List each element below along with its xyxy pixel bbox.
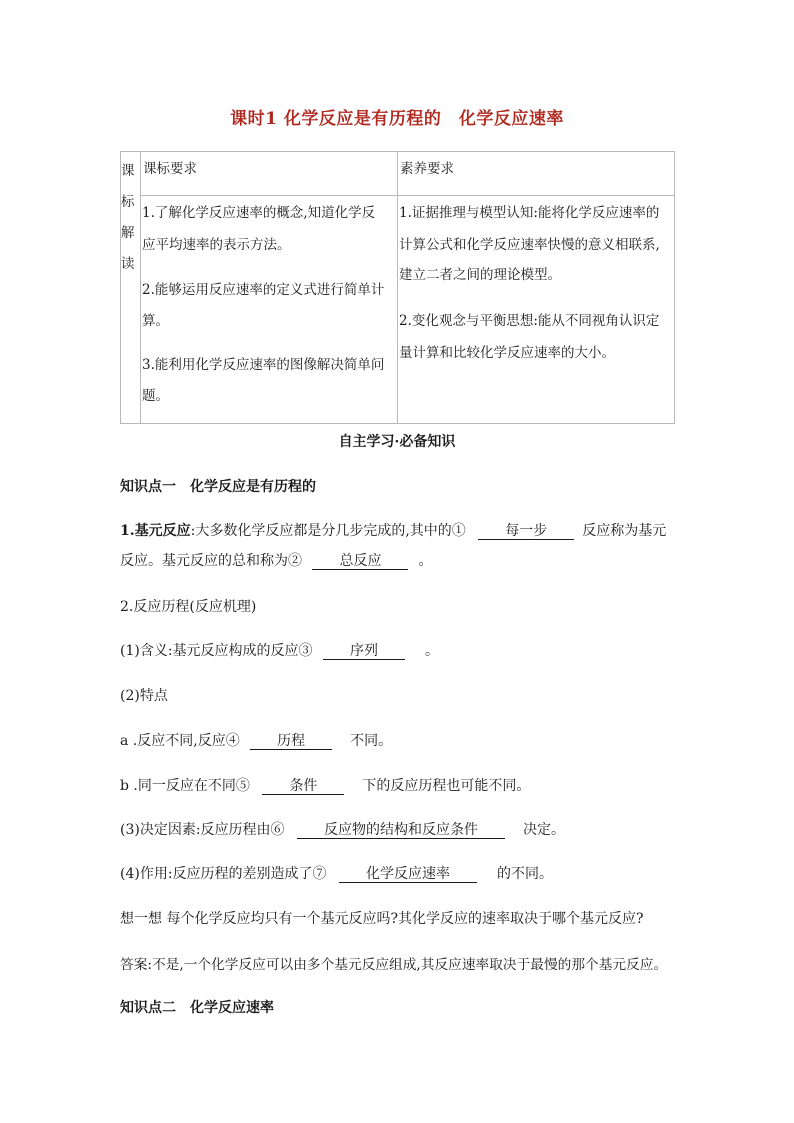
section-heading: 自主学习·必备知识 [338,434,456,450]
text: (3)决定因素:反应历程由⑥ [120,822,285,838]
fill-blank-answer: 历程 [250,733,332,750]
curriculum-item: 应平均速率的表示方法。 [142,237,291,253]
text: 的不同。 [497,866,554,882]
text: 。 [418,553,433,569]
literacy-item: 量计算和比较化学反应速率的大小。 [399,345,615,361]
paragraph-elementary-reaction [120,520,666,540]
paragraph-function [120,863,553,883]
col-header-curriculum: 课标要求 [143,161,197,177]
fill-blank-answer: 每一步 [478,523,574,540]
fill-blank-answer: 总反应 [312,553,408,570]
text: (1)含义:基元反应构成的反应③ [120,643,313,659]
think-question: 想一想 每个化学反应均只有一个基元反应吗?其化学反应的速率取决于哪个基元反应? [120,911,644,927]
paragraph-determining-factors [120,819,565,839]
literacy-item: 建立二者之间的理论模型。 [399,267,561,283]
text: 反应称为基元 [582,523,667,539]
curriculum-item: 题。 [142,388,169,404]
lesson-title: 课时1 化学反应是有历程的 化学反应速率 [230,109,564,129]
fill-blank-answer: 条件 [262,778,344,795]
text: a .反应不同,反应④ [120,733,240,749]
paragraph-elementary-reaction-cont [120,550,432,570]
table-divider-side [140,151,141,424]
text: 不同。 [350,733,393,749]
literacy-item: 1.证据推理与模型认知:能将化学反应速率的 [399,205,660,221]
side-label-char: 标 [121,194,135,210]
side-label-char: 读 [121,256,135,272]
term-label: 1.基元反应 [120,523,191,539]
curriculum-item: 3.能利用化学反应速率的图像解决简单问 [142,357,385,373]
text: :大多数化学反应都是分几步完成的,其中的① [190,523,466,539]
col-header-literacy: 素养要求 [400,161,454,177]
table-header-divider [140,195,674,196]
fill-blank-answer: 反应物的结构和反应条件 [297,822,505,839]
literacy-item: 2.变化观念与平衡思想:能从不同视角认识定 [399,313,660,329]
paragraph-meaning [120,640,439,660]
paragraph-features: (2)特点 [120,688,168,704]
table-border-right [674,151,675,424]
text: 下的反应历程也可能不同。 [362,778,531,794]
literacy-item: 计算公式和化学反应速率快慢的意义相联系, [399,237,660,253]
knowledge-point-heading: 知识点一 化学反应是有历程的 [120,479,316,495]
curriculum-item: 2.能够运用反应速率的定义式进行简单计 [142,282,385,298]
text: b .同一反应在不同⑤ [120,778,250,794]
knowledge-point-heading: 知识点二 化学反应速率 [120,1000,274,1016]
side-label-char: 课 [121,163,135,179]
answer-text: 答案:不是,一个化学反应可以由多个基元反应组成,其反应速率取决于最慢的那个基元反应。 [120,957,668,973]
text: 决定。 [523,822,566,838]
paragraph-feature-b [120,775,530,795]
text: 。 [425,643,440,659]
paragraph-feature-a [120,730,392,750]
fill-blank-answer: 序列 [323,643,405,660]
fill-blank-answer: 化学反应速率 [339,866,477,883]
side-label-char: 解 [121,225,135,241]
text: (4)作用:反应历程的差别造成了⑦ [120,866,327,882]
curriculum-item: 1.了解化学反应速率的概念,知道化学反 [142,205,376,221]
text: 反应。基元反应的总和称为② [120,553,302,569]
paragraph-mechanism: 2.反应历程(反应机理) [120,599,257,615]
table-divider-middle [397,151,398,424]
curriculum-item: 算。 [142,313,169,329]
